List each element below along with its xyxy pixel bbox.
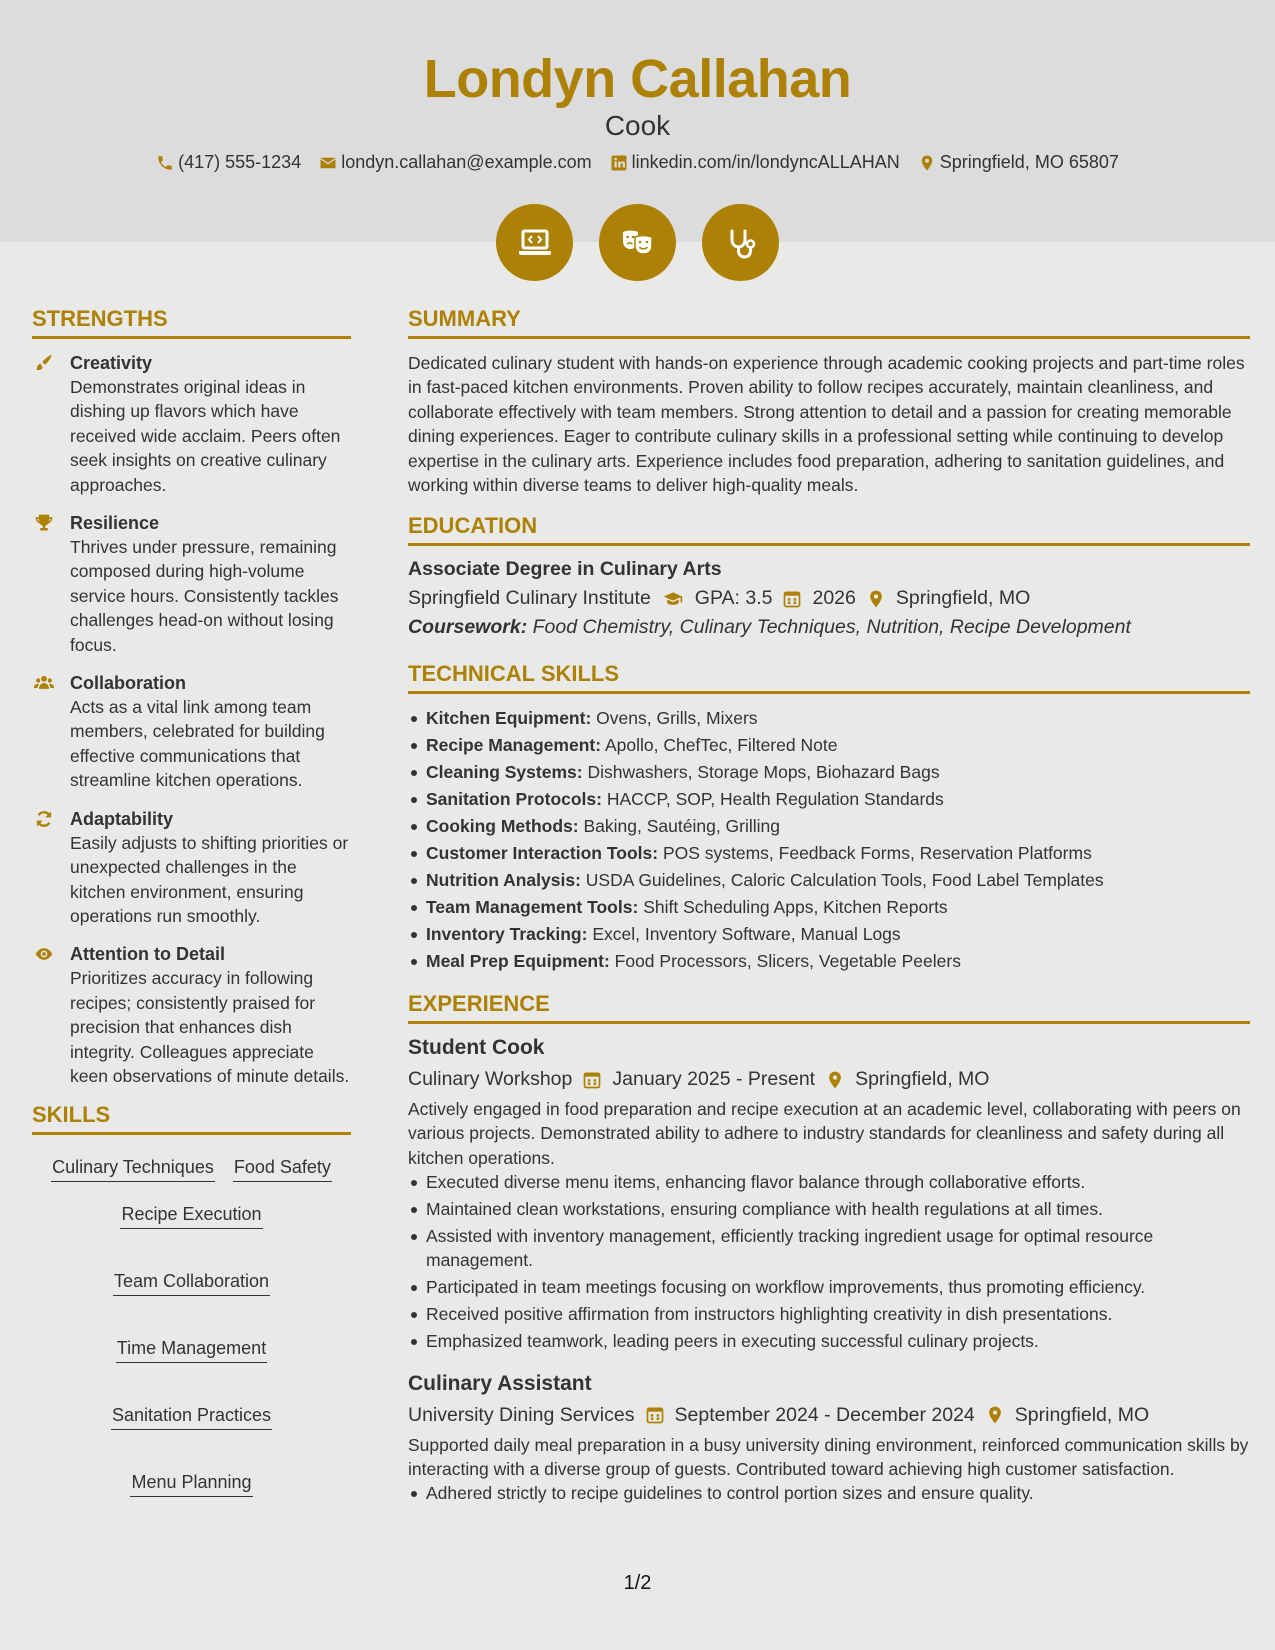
location-text: Springfield, MO 65807: [939, 152, 1119, 172]
location-pin-icon: [866, 589, 886, 609]
strength-item: [32, 807, 351, 929]
list-item: Meal Prep Equipment: Food Processors, Slicers, Vegetable Peelers: [408, 949, 1250, 973]
coursework-list: Food Chemistry, Culinary Techniques, Nutrition, Recipe Development: [532, 616, 1131, 639]
strength-title: Resilience: [70, 513, 160, 534]
skill-tag: Team Collaboration: [113, 1269, 270, 1296]
list-item: Inventory Tracking: Excel, Inventory Software, Manual Logs: [408, 922, 1250, 946]
strength-desc: Prioritizes accuracy in following recipes; consistently praised for precision that enhances dish integrity. Colleagues appreciate keen observations of minute details.: [70, 968, 350, 1086]
interest-badges: [0, 204, 1275, 281]
theater-masks-badge: [599, 204, 676, 281]
linkedin-text: linkedin.com/in/londyncALLAHAN: [631, 152, 900, 172]
coursework-label: Coursework:: [408, 616, 528, 639]
skill-tag: Sanitation Practices: [111, 1403, 272, 1430]
list-item: Nutrition Analysis: USDA Guidelines, Caloric Calculation Tools, Food Label Templates: [408, 868, 1250, 892]
school-location: Springfield, MO: [895, 587, 1031, 610]
job-org: University Dining Services: [408, 1403, 635, 1426]
users-icon: [33, 673, 55, 693]
gpa-text: GPA: 3.5: [694, 587, 773, 610]
strength-item: [32, 511, 351, 657]
list-item: Recipe Management: Apollo, ChefTec, Filtered Note: [408, 733, 1250, 757]
strength-title: Adaptability: [70, 808, 174, 829]
strength-desc: Demonstrates original ideas in dishing up flavors which have received wide acclaim. Peers often seek insights on creative culinary approaches.: [70, 377, 341, 495]
technical-skills-heading: TECHNICAL SKILLS: [408, 661, 1250, 694]
eye-icon: [33, 944, 55, 964]
phone-text: (417) 555-1234: [178, 152, 302, 172]
contact-phone[interactable]: [156, 152, 301, 173]
strength-title: Creativity: [70, 353, 153, 373]
job-bullets: [408, 1481, 1250, 1505]
contact-bar: [0, 152, 1275, 173]
list-item: Participated in team meetings focusing on workflow improvements, thus promoting efficiency.: [408, 1275, 1250, 1299]
list-item: Sanitation Protocols: HACCP, SOP, Health Regulation Standards: [408, 787, 1250, 811]
list-item: Emphasized teamwork, leading peers in executing successful culinary projects.: [408, 1329, 1250, 1353]
location-pin-icon: [918, 154, 936, 172]
job-title: Cook: [604, 110, 671, 141]
left-column: [32, 306, 351, 1497]
job-description: Actively engaged in food preparation and recipe execution at an academic level, collaborating with peers on various projects. Demonstrated ability to adhere to industry standards for cleanliness and safety during all kitchen operations.: [408, 1099, 1241, 1168]
list-item: Executed diverse menu items, enhancing flavor balance through collaborative efforts.: [408, 1170, 1250, 1194]
list-item: Maintained clean workstations, ensuring compliance with health regulations at all times.: [408, 1197, 1250, 1221]
email-text: londyn.callahan@example.com: [341, 152, 592, 172]
strength-title: Attention to Detail: [70, 944, 225, 965]
skills-list: [32, 1155, 351, 1497]
skill-tag: Food Safety: [233, 1155, 332, 1182]
sync-icon: [33, 809, 55, 829]
contact-linkedin[interactable]: [610, 152, 900, 173]
strength-title: Collaboration: [70, 673, 186, 694]
job-location: Springfield, MO: [855, 1068, 990, 1090]
calendar-icon: [782, 589, 802, 609]
trophy-icon: [33, 513, 55, 533]
list-item: Assisted with inventory management, efficiently tracking ingredient usage for optimal resource management.: [408, 1224, 1250, 1273]
technical-skills-list: [408, 706, 1250, 973]
job-entry: [408, 1036, 1250, 1354]
job-description: Supported daily meal preparation in a busy university dining environment, reinforced communication skills by interacting with a diverse group of guests. Contributed toward achieving high customer satisfaction.: [408, 1434, 1249, 1479]
list-item: Cleaning Systems: Dishwashers, Storage Mops, Biohazard Bags: [408, 760, 1250, 784]
candidate-name: Londyn Callahan: [423, 49, 852, 109]
laptop-code-badge: [496, 204, 573, 281]
strength-desc: Thrives under pressure, remaining composed during high-volume service hours. Consistently tackles challenges head-on without losing focus.: [70, 537, 339, 655]
masks-theater-icon: [618, 223, 658, 263]
job-dates: September 2024 - December 2024: [674, 1403, 975, 1426]
list-item: Customer Interaction Tools: POS systems, Feedback Forms, Reservation Platforms: [408, 841, 1250, 865]
job-position: Student Cook: [408, 1036, 545, 1059]
skill-tag: Menu Planning: [130, 1470, 252, 1497]
skill-tag: Culinary Techniques: [51, 1155, 215, 1182]
list-item: Adhered strictly to recipe guidelines to control portion sizes and ensure quality.: [408, 1481, 1250, 1505]
location-pin-icon: [825, 1070, 845, 1090]
calendar-icon: [582, 1070, 602, 1090]
job-meta: [408, 1404, 1250, 1427]
job-dates: January 2025 - Present: [612, 1068, 816, 1090]
contact-location: [918, 152, 1119, 173]
strength-desc: Acts as a vital link among team members, celebrated for building effective communications that streamline kitchen operations.: [70, 697, 325, 791]
phone-icon: [156, 154, 174, 172]
strengths-heading: STRENGTHS: [32, 306, 351, 339]
list-item: Team Management Tools: Shift Scheduling Apps, Kitchen Reports: [408, 895, 1250, 919]
page-number: 1/2: [623, 1572, 652, 1594]
strength-desc: Easily adjusts to shifting priorities or unexpected challenges in the kitchen environment, ensuring operations run smoothly.: [70, 832, 349, 926]
stethoscope-badge: [702, 204, 779, 281]
graduation-cap-icon: [661, 589, 685, 609]
summary-text: Dedicated culinary student with hands-on experience through academic cooking projects and part-time roles in fast-paced kitchen environments. Proven ability to follow recipes accurately, maintain cleanliness, and collaborate effectively with team members. Strong attention to detail and a passion for creating memorable dining experiences. Eager to contribute culinary skills in a professional setting while continuing to develop expertise in the culinary arts. Experience includes food preparation, adhering to sanitation guidelines, and working within diverse teams to deliver high-quality meals.: [408, 353, 1245, 496]
linkedin-icon: [610, 154, 628, 172]
stethoscope-icon: [721, 223, 761, 263]
strength-item: [32, 942, 351, 1088]
job-entry: [408, 1372, 1250, 1506]
job-position: Culinary Assistant: [408, 1371, 592, 1395]
list-item: Kitchen Equipment: Ovens, Grills, Mixers: [408, 706, 1250, 730]
job-location: Springfield, MO: [1014, 1403, 1150, 1426]
list-item: Cooking Methods: Baking, Sautéing, Grilling: [408, 814, 1250, 838]
job-meta: [408, 1068, 1250, 1091]
skills-heading: SKILLS: [32, 1102, 351, 1135]
paintbrush-icon: [33, 353, 55, 373]
contact-email[interactable]: [319, 152, 591, 173]
list-item: Received positive affirmation from instructors highlighting creativity in dish presentations.: [408, 1302, 1250, 1326]
experience-heading: EXPERIENCE: [408, 991, 1250, 1024]
degree-title: Associate Degree in Culinary Arts: [408, 558, 722, 581]
coursework: [408, 616, 1250, 639]
strength-item: [32, 671, 351, 793]
envelope-icon: [319, 154, 337, 172]
calendar-icon: [645, 1405, 665, 1425]
school-name: Springfield Culinary Institute: [408, 587, 651, 610]
job-org: Culinary Workshop: [408, 1068, 573, 1090]
skill-tag: Recipe Execution: [120, 1202, 262, 1229]
job-bullets: [408, 1170, 1250, 1353]
graduation-year: 2026: [812, 587, 856, 610]
education-heading: EDUCATION: [408, 513, 1250, 546]
summary-heading: SUMMARY: [408, 306, 1250, 339]
location-pin-icon: [985, 1405, 1005, 1425]
right-column: [408, 306, 1250, 1508]
education-meta: [408, 587, 1250, 610]
laptop-code-icon: [515, 223, 555, 263]
strength-item: [32, 351, 351, 497]
skill-tag: Time Management: [116, 1336, 267, 1363]
